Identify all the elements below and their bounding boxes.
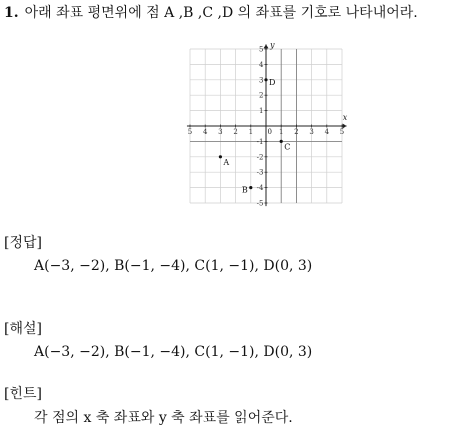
- y-tick-label: 5: [259, 45, 264, 54]
- point-b: [249, 186, 252, 189]
- point-c: [280, 140, 283, 143]
- point-b-label: B: [241, 185, 248, 195]
- coordinate-plane: [187, 40, 348, 208]
- y-axis-arrow: [264, 44, 269, 48]
- hint-text: 각 점의 x 축 좌표와 y 축 좌표를 읽어준다.: [34, 410, 293, 426]
- y-tick-label: 2: [259, 91, 264, 100]
- x-tick-label: 2: [233, 128, 238, 136]
- point-d-label: D: [269, 77, 276, 87]
- point-d: [264, 78, 267, 81]
- y-tick-label: -2: [256, 153, 264, 162]
- y-tick-label: -1: [256, 137, 264, 146]
- x-tick-label: 3: [309, 128, 314, 136]
- y-tick-label: -3: [256, 168, 264, 177]
- question-number: 1.: [4, 5, 19, 21]
- y-tick-label: 3: [259, 76, 264, 85]
- y-axis-label: y: [270, 40, 275, 50]
- origin-label: 0: [267, 128, 272, 136]
- x-tick-label: 4: [202, 128, 208, 136]
- x-tick-label: 1: [278, 128, 284, 136]
- x-axis-label: x: [342, 113, 348, 122]
- x-tick-label: 4: [324, 128, 330, 136]
- question-line: [4, 2, 418, 22]
- x-tick-label: 5: [187, 128, 193, 136]
- explanation-text: A(−3, −2), B(−1, −4), C(1, −1), D(0, 3): [34, 344, 313, 360]
- point-c-label: C: [284, 142, 291, 152]
- answer-text: A(−3, −2), B(−1, −4), C(1, −1), D(0, 3): [34, 258, 313, 274]
- y-tick-label: 1: [259, 107, 264, 116]
- point-a-label: A: [223, 157, 230, 167]
- x-tick-label: 5: [339, 128, 345, 136]
- x-tick-label: 2: [294, 128, 299, 136]
- hint-heading: [힌트]: [4, 386, 42, 402]
- y-tick-label: -5: [256, 199, 264, 208]
- x-tick-label: 3: [218, 128, 223, 136]
- axes: [187, 40, 348, 206]
- point-a: [219, 155, 222, 158]
- y-tick-label: -4: [256, 184, 264, 193]
- explanation-heading: [해설]: [4, 321, 42, 337]
- question-text: 아래 좌표 평면위에 점 A ,B ,C ,D 의 좌표를 기호로 나타내어라.: [24, 5, 418, 21]
- x-tick-label: 1: [248, 128, 254, 136]
- answer-heading: [정답]: [4, 235, 42, 251]
- y-tick-label: 4: [259, 60, 264, 69]
